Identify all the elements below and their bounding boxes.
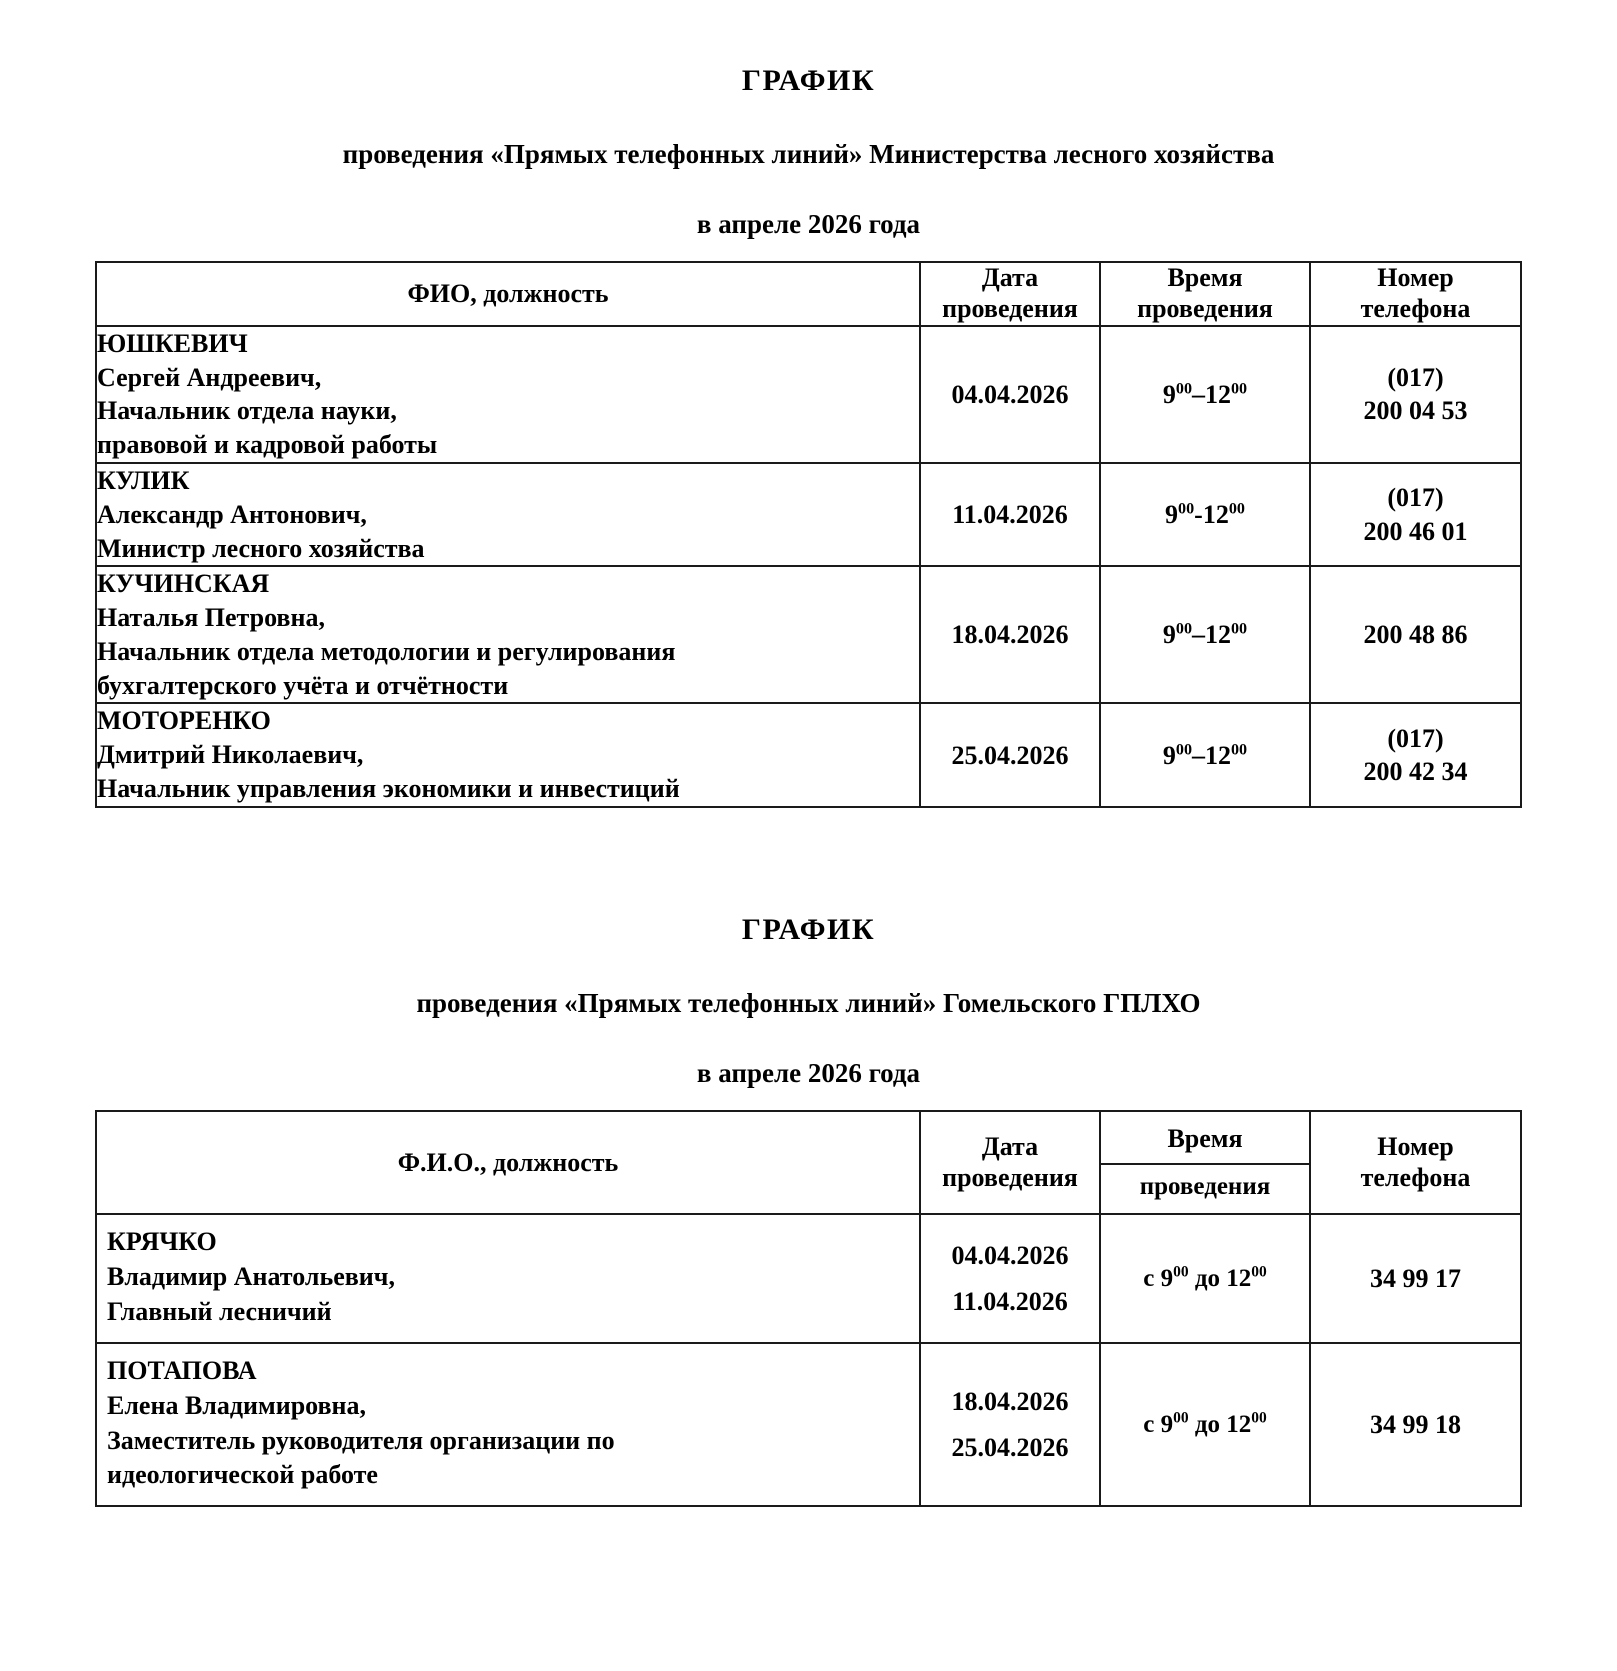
cell-person (96, 1214, 920, 1342)
column-header-name: ФИО, должность (96, 262, 920, 325)
time-value: $9^{00}-12^{00}$ (1162, 740, 1248, 770)
person-detail-line: Начальник управления экономики и инвестиций (97, 774, 680, 804)
cell-person (96, 463, 920, 566)
cell-person (96, 566, 920, 703)
column-header-date: Дата проведения (920, 1111, 1100, 1214)
cell-time (1100, 1214, 1310, 1342)
time-value: $9^{00}-12^{00}$ (1165, 499, 1245, 529)
time-minutes-sup: 00 (1175, 620, 1192, 638)
cell-date (920, 703, 1100, 806)
schedule-table-gomel (95, 1110, 1522, 1507)
time-minutes-sup: 00 (1231, 740, 1248, 758)
phone-value: (017) (1387, 363, 1444, 393)
schedule-table-ministry (95, 261, 1522, 808)
time-minutes-sup: 00 (1178, 500, 1195, 518)
date-value: 04.04.2026 (951, 1241, 1069, 1271)
cell-time (1100, 566, 1310, 703)
person-detail-line: Сергей Андреевич, (97, 362, 322, 392)
person-surname: ПОТАПОВА (107, 1355, 257, 1385)
column-header-time: Время проведения (1100, 262, 1310, 325)
person-detail-line: Дмитрий Николаевич, (97, 740, 364, 770)
cell-person (96, 326, 920, 463)
cell-phone (1310, 326, 1521, 463)
cell-time (1100, 1343, 1310, 1506)
column-header-phone: Номер телефона (1310, 1111, 1521, 1214)
person-detail-line: Владимир Анатольевич, (107, 1262, 395, 1292)
phone-value: 200 42 34 (1363, 757, 1468, 787)
person-detail-line: Елена Владимировна, (107, 1390, 367, 1420)
column-header-phone: Номер телефона (1310, 262, 1521, 325)
column-header-time: Время проведения (1100, 1111, 1310, 1214)
table-header-row (96, 1111, 1521, 1214)
person-detail-line: Заместитель руководителя организации по (107, 1425, 615, 1455)
time-value: с $9^{00}$ до $12^{00}$ (1143, 1409, 1267, 1438)
person-surname: КРЯЧКО (107, 1227, 217, 1257)
cell-time (1100, 703, 1310, 806)
section1-period: в апреле 2026 года (696, 208, 921, 239)
date-value: 04.04.2026 (951, 379, 1069, 409)
person-surname: ЮШКЕВИЧ (97, 328, 248, 358)
cell-date (920, 1343, 1100, 1506)
person-surname: МОТОРЕНКО (97, 706, 271, 736)
date-value: 11.04.2026 (952, 1286, 1068, 1316)
person-detail-line: правовой и кадровой работы (97, 430, 438, 460)
person-detail-line: Александр Антонович, (97, 499, 367, 529)
table-row (96, 703, 1521, 806)
cell-date (920, 326, 1100, 463)
time-minutes-sup: 00 (1175, 740, 1192, 758)
cell-date (920, 463, 1100, 566)
phone-value: 200 46 01 (1363, 516, 1468, 546)
person-surname: КУЧИНСКАЯ (97, 569, 270, 599)
schedule-table-body-gomel (96, 1214, 1521, 1506)
cell-time (1100, 463, 1310, 566)
time-minutes-sup: 00 (1251, 1409, 1267, 1427)
schedule-section-gomel (48, 808, 1569, 1507)
table-row (96, 326, 1521, 463)
table-row (96, 463, 1521, 566)
section2-period: в апреле 2026 года (696, 1057, 921, 1088)
date-value: 11.04.2026 (952, 499, 1068, 529)
column-header-name: Ф.И.О., должность (96, 1111, 920, 1214)
phone-value: 34 99 17 (1370, 1264, 1461, 1294)
cell-phone (1310, 463, 1521, 566)
cell-person (96, 703, 920, 806)
phone-value: (017) (1387, 483, 1444, 513)
table-header-row (96, 262, 1521, 325)
person-detail-line: идеологической работе (107, 1460, 378, 1490)
schedule-section-ministry (48, 0, 1569, 808)
column-header-date: Дата проведения (920, 262, 1100, 325)
phone-value: 34 99 18 (1370, 1409, 1461, 1439)
section1-title: ГРАФИК (741, 64, 876, 97)
person-detail-line: Начальник отдела науки, (97, 396, 397, 426)
time-value: с $9^{00}$ до $12^{00}$ (1143, 1263, 1267, 1292)
date-value: 25.04.2026 (951, 740, 1069, 770)
schedule-table-body-ministry (96, 326, 1521, 807)
time-minutes-sup: 00 (1173, 1409, 1189, 1427)
section2-subtitle: проведения «Прямых телефонных линий» Гомельского ГПЛХО (416, 987, 1201, 1018)
date-value: 25.04.2026 (951, 1432, 1069, 1462)
cell-phone (1310, 1214, 1521, 1342)
time-minutes-sup: 00 (1231, 620, 1248, 638)
time-minutes-sup: 00 (1175, 380, 1192, 398)
table-row (96, 1343, 1521, 1506)
time-value: $9^{00}-12^{00}$ (1162, 379, 1248, 409)
date-value: 18.04.2026 (951, 620, 1069, 650)
phone-value: 200 04 53 (1363, 396, 1468, 426)
person-detail-line: Начальник отдела методологии и регулирования (97, 636, 676, 666)
cell-time (1100, 326, 1310, 463)
time-minutes-sup: 00 (1228, 500, 1245, 518)
table-row (96, 566, 1521, 703)
section1-subtitle: проведения «Прямых телефонных линий» Министерства лесного хозяйства (342, 139, 1275, 169)
phone-value: (017) (1387, 723, 1444, 753)
cell-person (96, 1343, 920, 1506)
cell-date (920, 566, 1100, 703)
person-detail-line: Главный лесничий (107, 1297, 332, 1327)
time-value: $9^{00}-12^{00}$ (1162, 620, 1248, 650)
time-minutes-sup: 00 (1231, 380, 1248, 398)
time-minutes-sup: 00 (1251, 1263, 1267, 1281)
section2-title: ГРАФИК (741, 912, 876, 946)
person-detail-line: Наталья Петровна, (97, 603, 325, 633)
person-surname: КУЛИК (97, 465, 190, 495)
person-detail-line: бухгалтерского учёта и отчётности (97, 670, 509, 700)
person-detail-line: Министр лесного хозяйства (97, 533, 425, 563)
cell-date (920, 1214, 1100, 1342)
cell-phone (1310, 566, 1521, 703)
cell-phone (1310, 703, 1521, 806)
cell-phone (1310, 1343, 1521, 1506)
phone-value: 200 48 86 (1363, 620, 1468, 650)
time-minutes-sup: 00 (1173, 1263, 1189, 1281)
table-row (96, 1214, 1521, 1342)
date-value: 18.04.2026 (951, 1387, 1069, 1417)
